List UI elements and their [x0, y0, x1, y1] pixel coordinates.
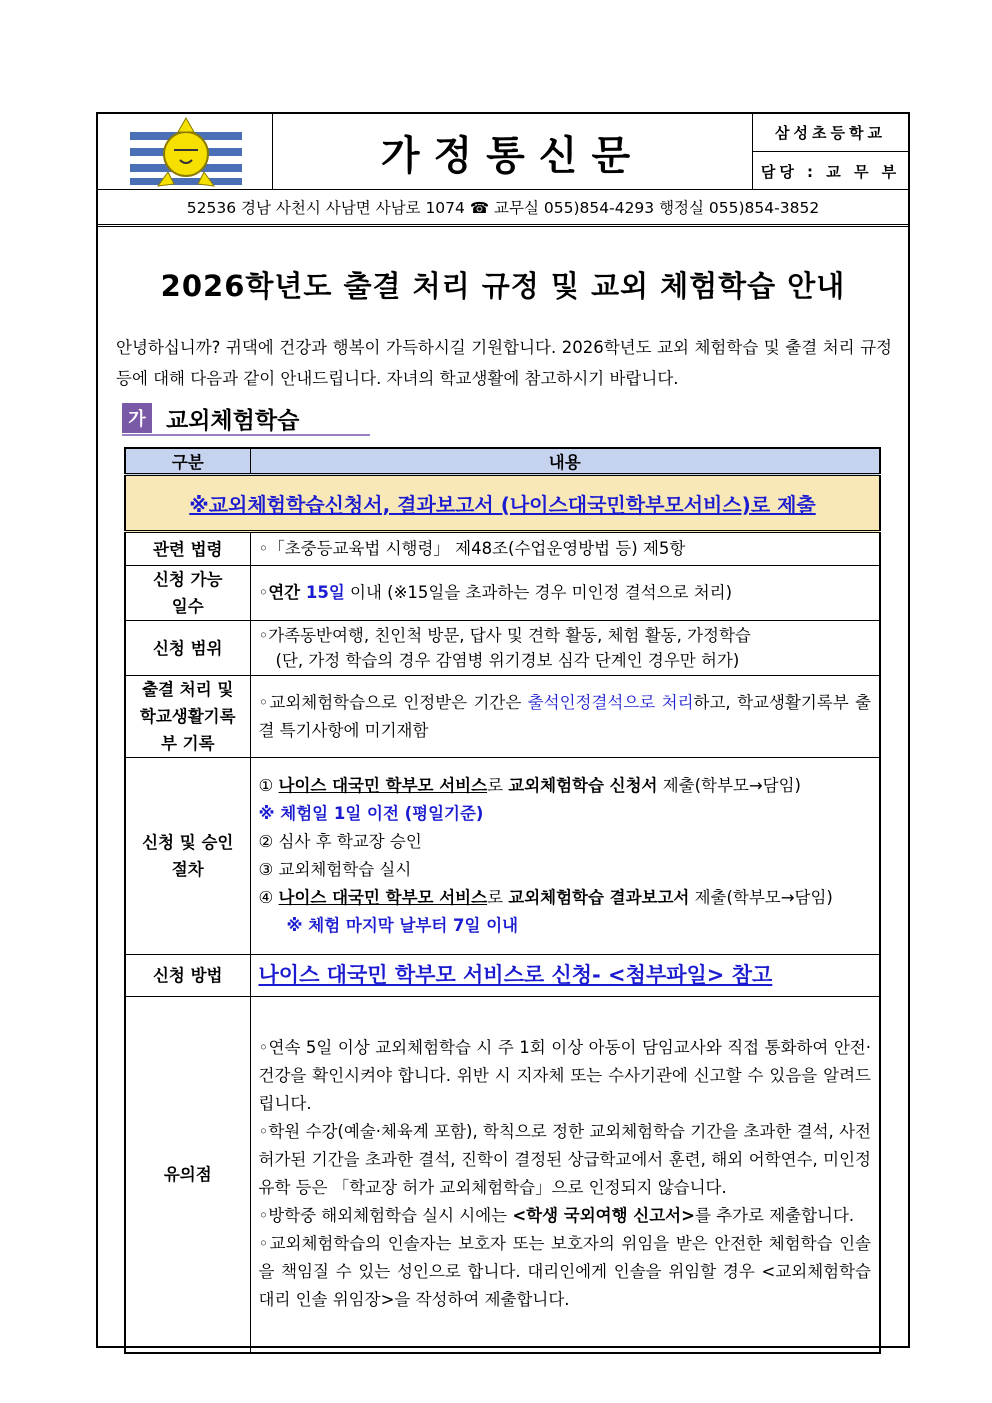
row-label: 유의점: [125, 997, 250, 1353]
header-content: 내용: [250, 448, 880, 475]
header-category: 구분: [125, 448, 250, 475]
header: [98, 114, 908, 190]
row-label: 신청 범위: [125, 621, 250, 676]
row-label: 신청 및 승인 절차: [125, 758, 250, 955]
newsletter-title: 가정통신문: [380, 131, 645, 179]
school-address: 52536 경남 사천시 사남면 사남로 1074 ☎ 교무실 055)854-4293 행정실 055)854-3852: [98, 190, 908, 227]
submission-notice: ※교외체험학습신청서, 결과보고서 (나이스대국민학부모서비스)로 제출: [125, 475, 880, 532]
row-label: 출결 처리 및 학교생활기록 부 기록: [125, 676, 250, 758]
row-content: ◦「초중등교육법 시행령」 제48조(수업운영방법 등) 제5항: [250, 532, 880, 566]
row-content: ◦연간 15일 이내 (※15일을 초과하는 경우 미인정 결석으로 처리): [250, 566, 880, 621]
table-row: [125, 955, 880, 997]
newsletter-frame: [96, 112, 910, 1348]
section-title: 교외체험학습: [166, 407, 300, 434]
school-name: 삼성초등학교: [753, 114, 908, 152]
intro-paragraph: 안녕하십니까? 귀댁에 건강과 행복이 가득하시길 기원합니다. 2026학년도 교외 체험학습 및 출결 처리 규정 등에 대해 다음과 같이 안내드립니다. 자녀의 학교생활에 참고하시기 바랍니다.: [116, 338, 892, 388]
table-row: [125, 621, 880, 676]
table-header: [125, 448, 880, 475]
field-trip-table: [124, 447, 881, 1354]
row-label: 관련 법령: [125, 532, 250, 566]
row-label: 신청 가능 일수: [125, 566, 250, 621]
table-row: [125, 676, 880, 758]
section-heading: [122, 402, 370, 436]
row-content: ① 나이스 대국민 학부모 서비스로 교외체험학습 신청서 제출(학부모→담임) ※ 체험일 1일 이전 (평일기준) ② 심사 후 학교장 승인 ③ 교외체험학습 실시 ④ 나이스 대국민 학부모 서비스로 교외체험학습 결과보고서 제출(학부모→담임) ※ 체험 마지막 날부터 7일 이내: [250, 758, 880, 955]
table-row: [125, 566, 880, 621]
document-title: 2026학년도 출결 처리 규정 및 교외 체험학습 안내: [160, 269, 846, 303]
row-content: ◦교외체험학습으로 인정받은 기간은 출석인정결석으로 처리하고, 학교생활기록부 출결 특기사항에 미기재함: [250, 676, 880, 758]
application-method-link[interactable]: 나이스 대국민 학부모 서비스로 신청- <첨부파일> 참고: [250, 955, 880, 997]
table-row: [125, 758, 880, 955]
row-label: 신청 방법: [125, 955, 250, 997]
section-badge: 가: [122, 403, 152, 433]
row-content: ◦가족동반여행, 친인척 방문, 답사 및 견학 활동, 체험 활동, 가정학습 (단, 가정 학습의 경우 감염병 위기경보 심각 단계인 경우만 허가): [250, 621, 880, 676]
table-row: [125, 997, 880, 1353]
row-content: ◦연속 5일 이상 교외체험학습 시 주 1회 이상 아동이 담임교사와 직접 통화하여 안전·건강을 확인시켜야 합니다. 위반 시 지자체 또는 수사기관에 신고할 수 있음을 알려드립니다. ◦학원 수강(예술·체육계 포함), 학칙으로 정한 교외체험학습 기간을 초과한 결석, 사전 허가된 기간을 초과한 결석, 진학이 결정된 상급학교에서 훈련, 해외 어학연수, 미인정 유학 등은 「학교장 허가 교외체험학습」으로 인정되지 않습니다. ◦방학중 해외체험학습 실시 시에는 <학생 국외여행 신고서>를 추가로 제출합니다. ◦교외체험학습의 인솔자는 보호자 또는 보호자의 위임을 받은 안전한 체험학습 인솔을 책임질 수 있는 성인으로 합니다. 대리인에게 인솔을 위임할 경우 <교외체험학습 대리 인솔 위임장>을 작성하여 제출합니다.: [250, 997, 880, 1353]
table-row: [125, 532, 880, 566]
school-logo: [98, 114, 273, 190]
department: 담당 : 교 무 부: [760, 162, 901, 181]
